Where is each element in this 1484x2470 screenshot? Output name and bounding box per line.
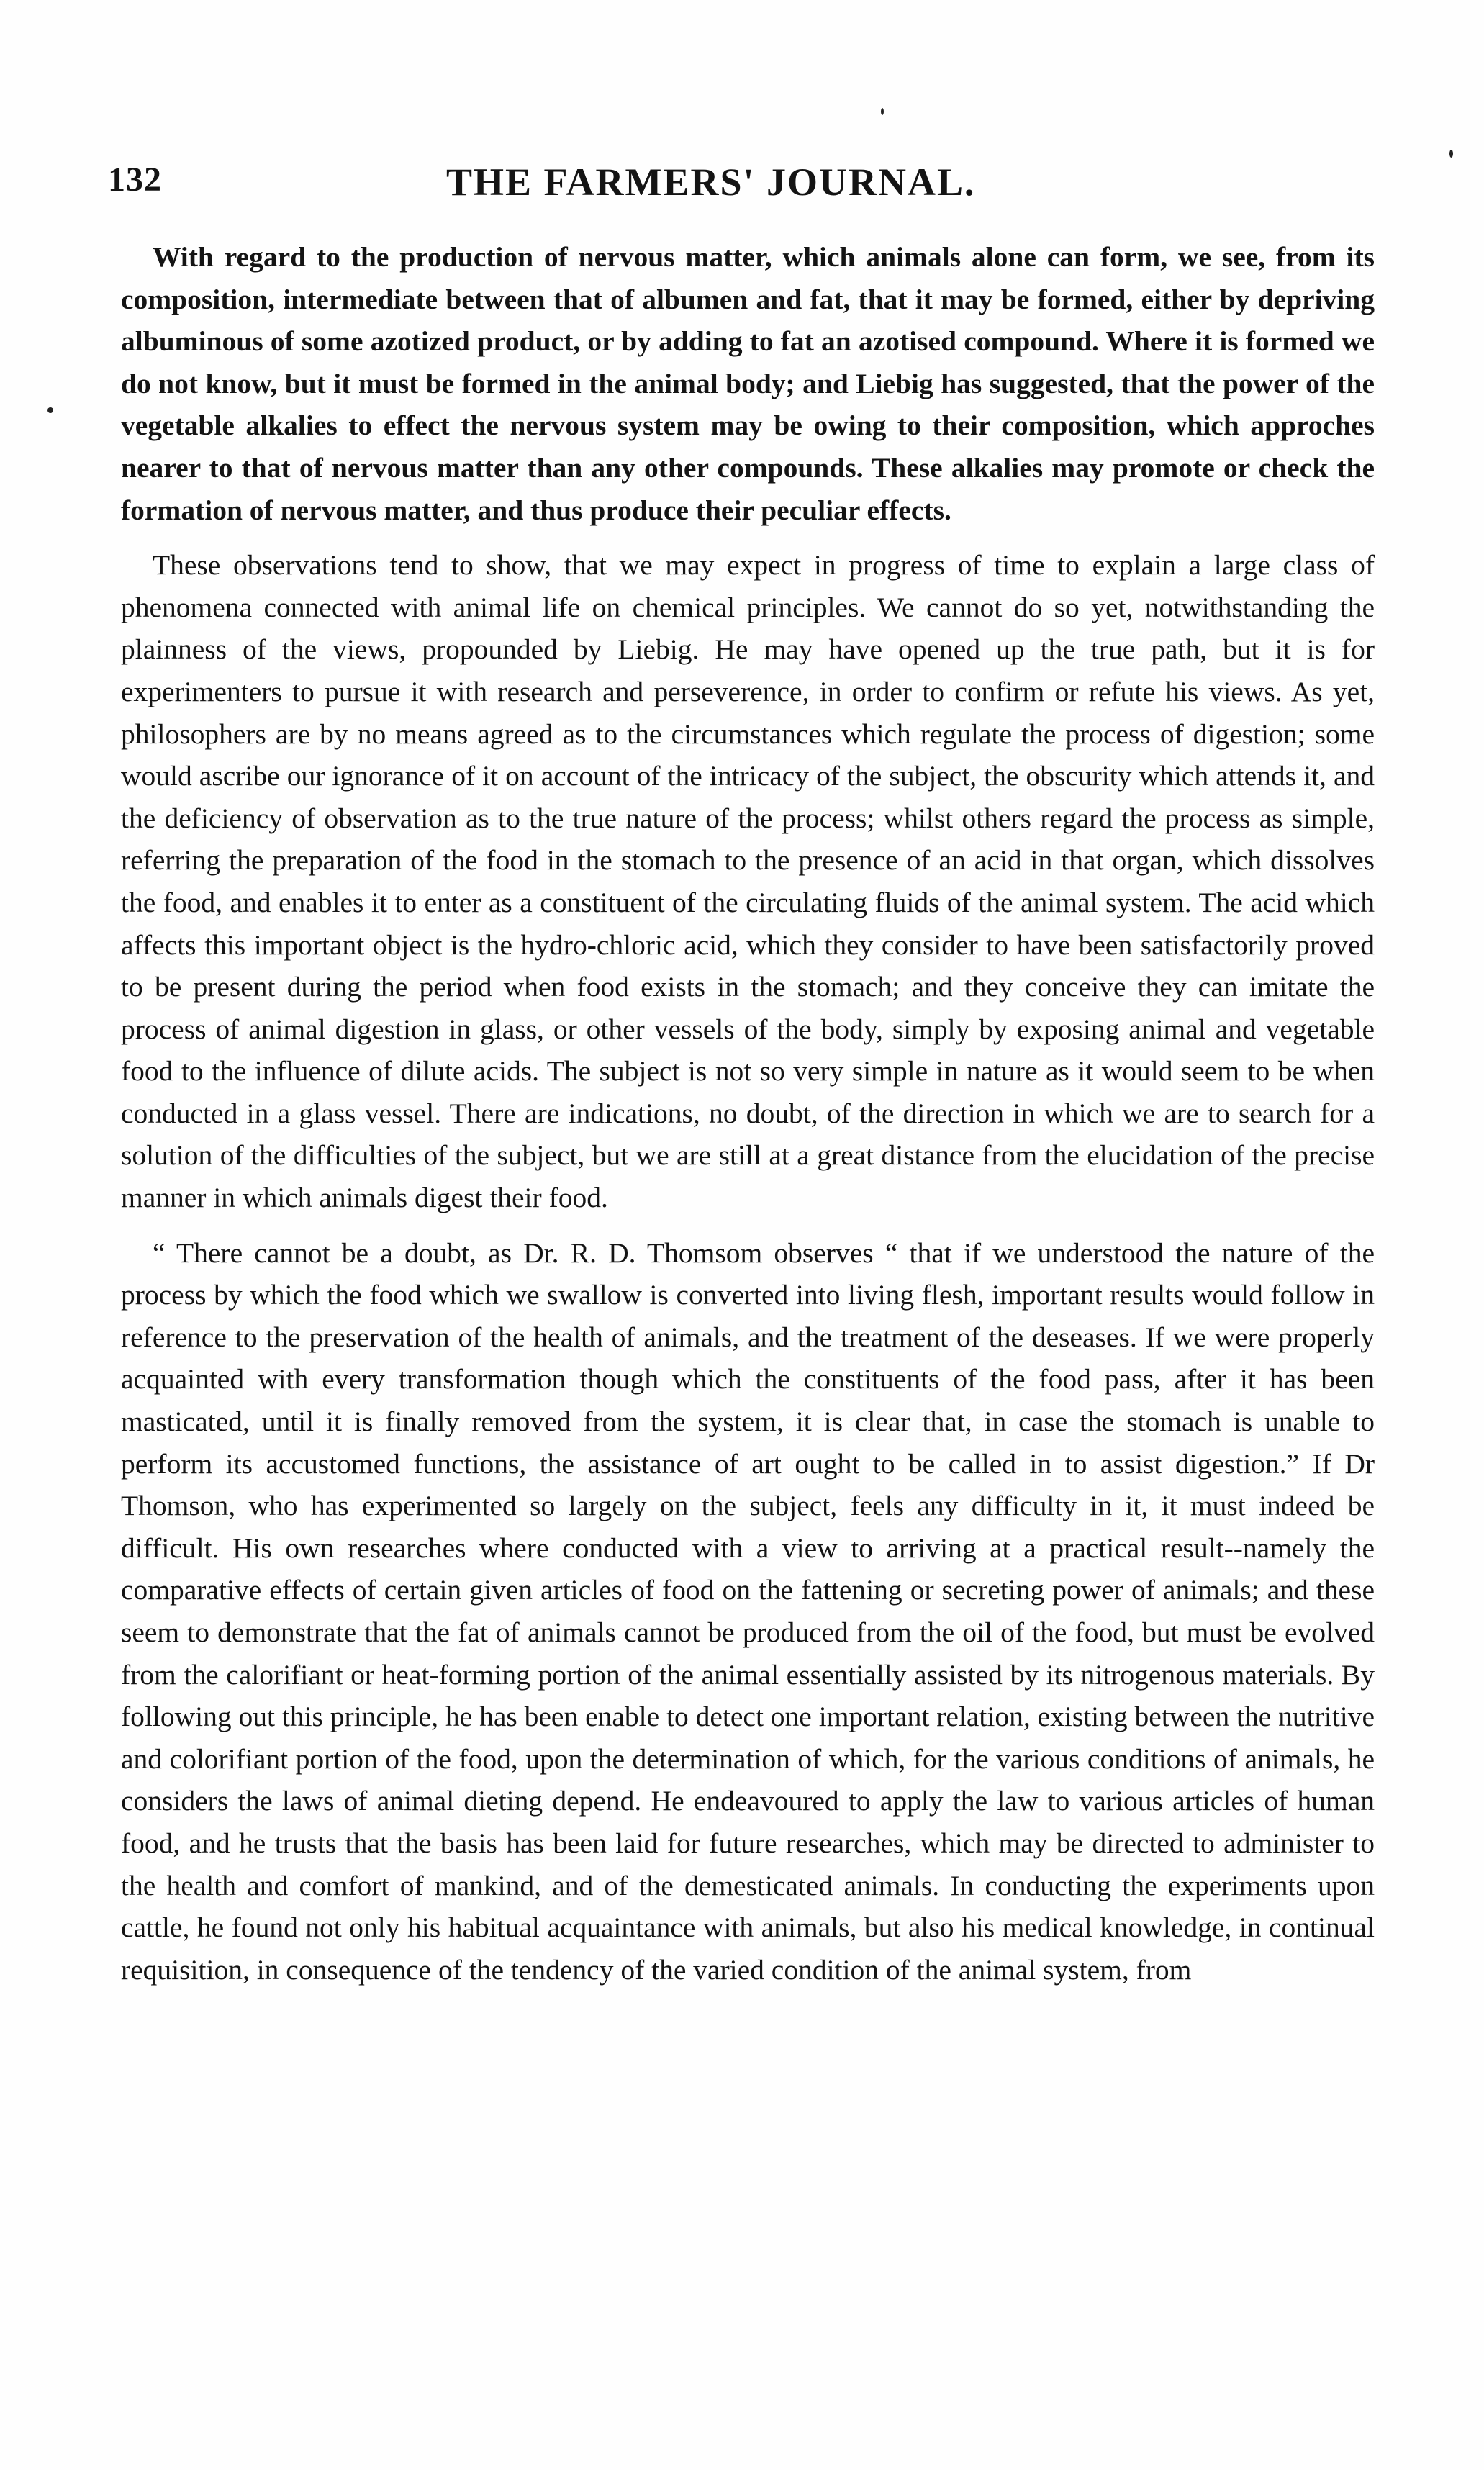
paragraph-nervous-matter: With regard to the production of nervous matter, which animals alone can form, we see, from its composition, intermediate between that of albumen and fat, that it may be formed, either by depriving albuminous of some azotized product, or by adding to fat an azotised compound. Where it is formed we do not know, but it must be formed in the animal body; and Liebig has suggested, that the power of the vegetable alkalies to effect the nervous system may be owing to their composition, which approches nearer to that of nervous matter than any other compounds. These alkalies may promote or check the formation of nervous matter, and thus produce their peculiar effects.: [121, 241, 1375, 526]
running-title: THE FARMERS' JOURNAL.: [446, 160, 976, 204]
paragraph-chemical-principles: These observations tend to show, that we may expect in progress of time to explain a large class of phenomena connected with animal life on chemical principles. We cannot do so yet, notwithstanding the plainness of the views, propounded by Liebig. He may have opened up the true path, but it is for experimenters to pursue it with research and perseverence, in order to confirm or refute his views. As yet, philosophers are by no means agreed as to the circumstances which regulate the process of digestion; some would ascribe our ignorance of it on account of the intricacy of the subject, the obscurity which attends it, and the deficiency of observation as to the true nature of the process; whilst others regard the process as simple, referring the preparation of the food in the stomach to the presence of an acid in that organ, which dissolves the food, and enables it to enter as a constituent of the circulating fluids of the animal system. The acid which affects this important object is the hydro-chloric acid, which they consider to have been satisfactorily proved to be present during the period when food exists in the stomach; and they conceive they can imitate the process of animal digestion in glass, or other vessels of the body, simply by exposing animal and vegetable food to the influence of dilute acids. The subject is not so very simple in nature as it would seem to be when conducted in a glass vessel. There are indications, no doubt, of the direction in which we are to search for a solution of the difficulties of the subject, but we are still at a great distance from the elucidation of the precise manner in which animals digest their food.: [121, 549, 1375, 1214]
article-body: [121, 236, 1375, 1991]
print-speck: [1449, 150, 1453, 158]
page-number: 132: [108, 160, 162, 199]
print-speck: [881, 108, 884, 115]
page-header: [108, 160, 1375, 210]
print-speck: [47, 407, 53, 413]
paragraph-thomson-quote: “ There cannot be a doubt, as Dr. R. D. Thomsom observes “ that if we understood the nature of the process by which the food which we swallow is converted into living flesh, important results would follow in reference to the preservation of the health of animals, and the treatment of the deseases. If we were properly acquainted with every transformation though which the constituents of the food pass, after it has been masticated, until it is finally removed from the system, it is clear that, in case the stomach is unable to perform its accustomed functions, the assistance of art ought to be called in to assist digestion.” If Dr Thomson, who has experimented so largely on the subject, feels any difficulty in it, it must indeed be difficult. His own researches where conducted with a view to arriving at a practical result--namely the comparative effects of certain given articles of food on the fattening or secreting power of animals; and these seem to demonstrate that the fat of animals cannot be produced from the oil of the food, but must be evolved from the calorifiant or heat-forming portion of the animal essentially assisted by its nitrogenous materials. By following out this principle, he has been enable to detect one important relation, existing between the nutritive and colorifiant portion of the food, upon the determination of which, for the various conditions of animals, he considers the laws of animal dieting depend. He endeavoured to apply the law to various articles of human food, and he trusts that the basis has been laid for future researches, which may be directed to administer to the health and comfort of mankind, and of the demesticated animals. In conducting the experiments upon cattle, he found not only his habitual acquaintance with animals, but also his medical knowledge, in continual requisition, in consequence of the tendency of the varied condition of the animal system, from: [121, 1236, 1375, 1986]
